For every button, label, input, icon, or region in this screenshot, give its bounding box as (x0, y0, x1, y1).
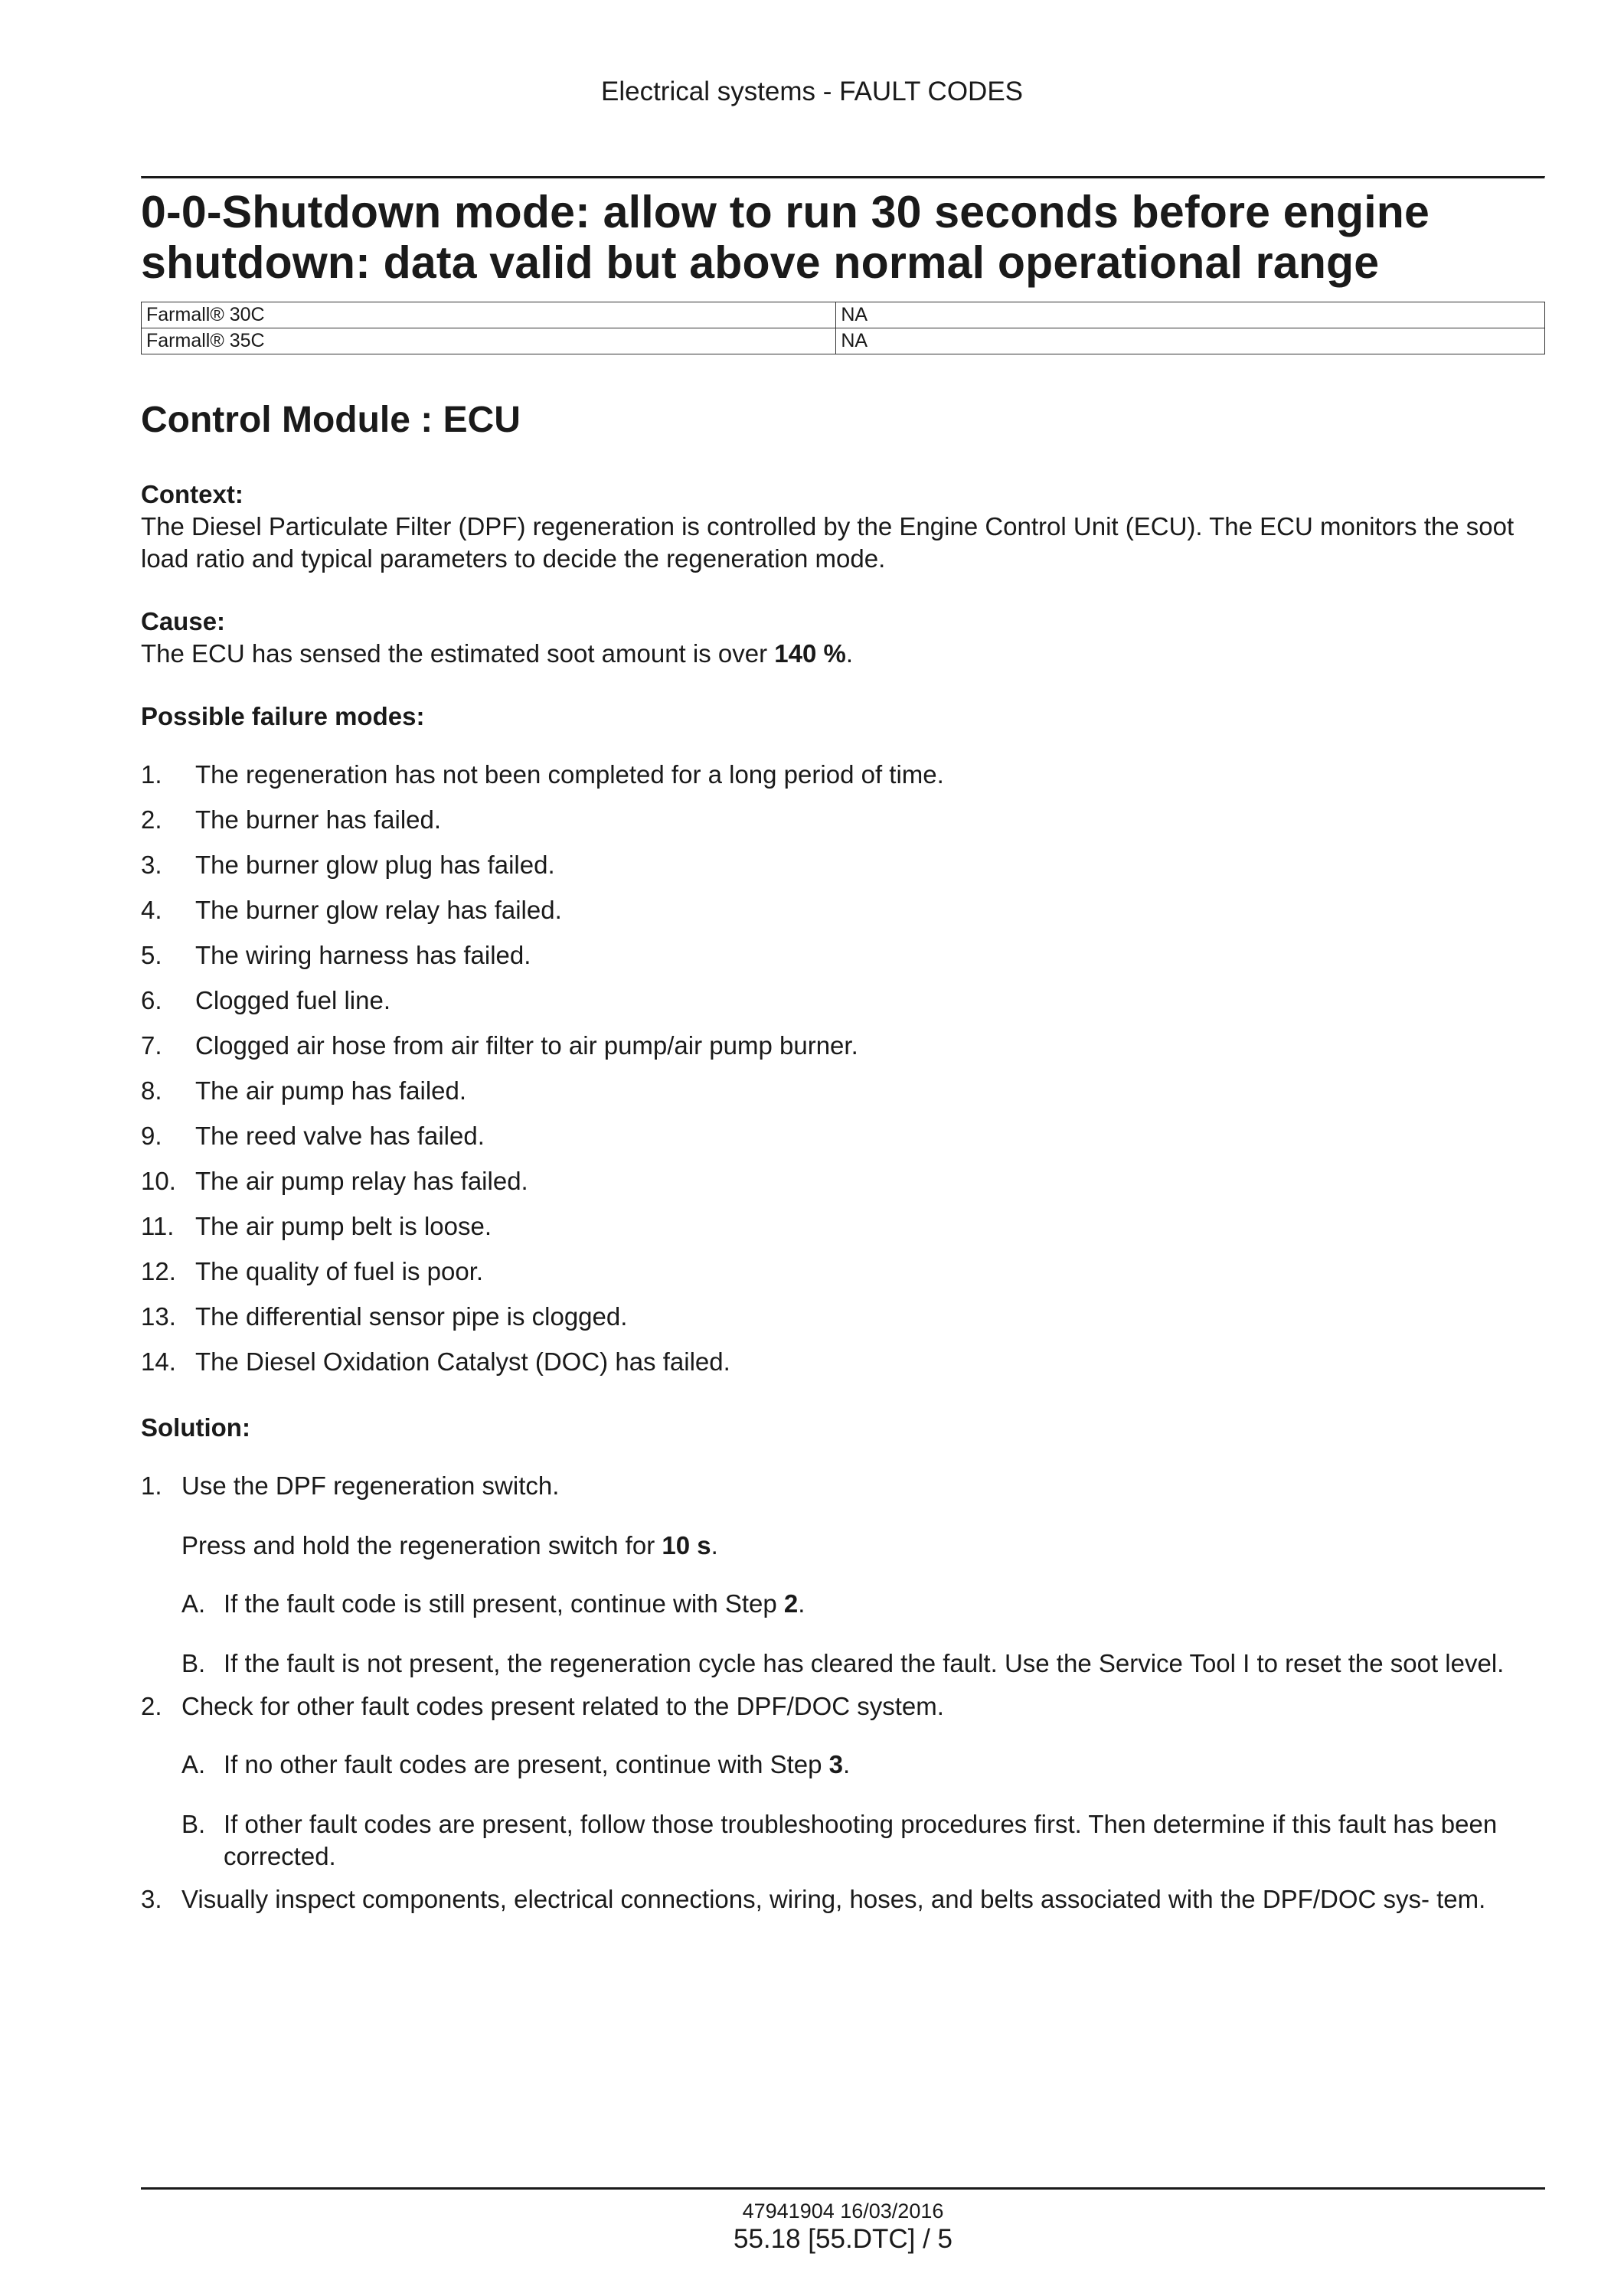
substep-letter: A. (181, 1750, 206, 1778)
list-item (141, 1210, 1545, 1243)
item-text: The quality of fuel is poor. (195, 1257, 484, 1285)
list-item (141, 1346, 1545, 1378)
item-number: 2. (141, 805, 162, 834)
table-row (142, 302, 1545, 328)
context-label: Context: (141, 480, 243, 508)
item-text: The air pump relay has failed. (195, 1167, 528, 1195)
item-text: Clogged air hose from air filter to air pump/air pump burner. (195, 1031, 858, 1060)
step-note-end: . (711, 1531, 718, 1560)
item-number: 4. (141, 896, 162, 924)
item-text: The air pump has failed. (195, 1076, 467, 1105)
item-number: 14. (141, 1347, 176, 1376)
substep-letter: A. (181, 1589, 206, 1618)
list-item (141, 1120, 1545, 1152)
hold-duration-value: 10 s (662, 1531, 711, 1560)
list-item (141, 1165, 1545, 1197)
substep-a (181, 1588, 1545, 1620)
value-cell: NA (836, 302, 1545, 328)
item-text: The air pump belt is loose. (195, 1212, 492, 1240)
context-text: The Diesel Particulate Filter (DPF) regeneration is controlled by the Engine Control Unit (ECU). The ECU monitors the soot load ratio and typical parameters to decide the regeneration mode. (141, 512, 1515, 573)
list-item (141, 939, 1545, 972)
item-number: 8. (141, 1076, 162, 1105)
step-reference: 2 (783, 1589, 799, 1618)
item-text: The differential sensor pipe is clogged. (195, 1302, 628, 1331)
list-item (141, 985, 1545, 1017)
document-reference: 47941904 16/03/2016 (742, 2200, 944, 2223)
item-text: The Diesel Oxidation Catalyst (DOC) has failed. (195, 1347, 730, 1376)
cause-text-start: The ECU has sensed the estimated soot amount is over (141, 639, 775, 668)
cause-label: Cause: (141, 607, 226, 635)
item-number: 13. (141, 1302, 176, 1331)
item-text: The regeneration has not been completed for a long period of time. (195, 760, 944, 789)
list-item (141, 804, 1545, 836)
solution-label: Solution: (141, 1413, 250, 1442)
item-number: 6. (141, 986, 162, 1014)
cause-text (141, 638, 1545, 670)
step-text: Check for other fault codes present related to the DPF/DOC system. (181, 1692, 944, 1720)
item-text: The burner glow relay has failed. (195, 896, 562, 924)
failure-modes-list (141, 759, 1545, 1378)
solution-steps (141, 1470, 1545, 1916)
item-text: Clogged fuel line. (195, 986, 391, 1014)
model-cell: Farmall® 35C (142, 328, 836, 354)
list-item (141, 849, 1545, 881)
substep-b (181, 1648, 1545, 1680)
step-reference: 3 (828, 1750, 844, 1778)
list-item (141, 1030, 1545, 1062)
item-text: The reed valve has failed. (195, 1122, 485, 1150)
list-item (141, 894, 1545, 926)
substep-text: If other fault codes are present, follow those troubleshooting procedures first. Then determine if this fault has been corrected. (224, 1810, 1498, 1870)
document-body (141, 176, 1545, 1926)
substep-text: If the fault code is still present, continue with Step (224, 1589, 784, 1618)
model-cell: Farmall® 30C (142, 302, 836, 328)
substep-a (181, 1749, 1545, 1781)
substeps (181, 1749, 1545, 1873)
substep-text-end: . (798, 1589, 805, 1618)
item-number: 1. (141, 760, 162, 789)
page-footer (141, 2187, 1545, 2255)
item-number: 12. (141, 1257, 176, 1285)
failure-modes-label: Possible failure modes: (141, 702, 425, 730)
control-module-heading: Control Module : ECU (141, 400, 521, 440)
item-number: 10. (141, 1167, 176, 1195)
step-note-text: Press and hold the regeneration switch for (181, 1531, 662, 1560)
substep-text: If no other fault codes are present, continue with Step (224, 1750, 829, 1778)
cause-text-end: . (845, 639, 854, 668)
item-number: 11. (141, 1212, 175, 1240)
item-number: 9. (141, 1122, 162, 1150)
substeps (181, 1588, 1545, 1680)
header-rule (141, 176, 1545, 179)
step-number: 2. (141, 1692, 162, 1720)
step-number: 3. (141, 1885, 162, 1913)
table-row (142, 328, 1545, 354)
substep-letter: B. (181, 1810, 206, 1838)
solution-step-1 (141, 1470, 1545, 1680)
page-number: 55.18 [55.DTC] / 5 (734, 2224, 953, 2254)
solution-step-2 (141, 1690, 1545, 1873)
list-item (141, 1301, 1545, 1333)
item-text: The wiring harness has failed. (195, 941, 531, 969)
fault-title: 0-0-Shutdown mode: allow to run 30 seconds before engine shutdown: data valid but above normal operational range (141, 187, 1430, 288)
running-header: Electrical systems - FAULT CODES (600, 77, 1024, 106)
substep-text-end: . (843, 1750, 851, 1778)
step-text: Visually inspect components, electrical connections, wiring, hoses, and belts associated with the DPF/DOC sys- tem. (181, 1885, 1486, 1913)
solution-step-3 (141, 1883, 1545, 1916)
soot-threshold-value: 140 % (774, 639, 846, 668)
step-text: Use the DPF regeneration switch. (181, 1471, 560, 1500)
list-item (141, 1256, 1545, 1288)
item-text: The burner has failed. (195, 805, 442, 834)
item-number: 5. (141, 941, 162, 969)
value-cell: NA (836, 328, 1545, 354)
list-item (141, 759, 1545, 791)
substep-text: If the fault is not present, the regeneration cycle has cleared the fault. Use the Service Tool I to reset the soot level. (224, 1649, 1505, 1677)
item-number: 7. (141, 1031, 162, 1060)
step-number: 1. (141, 1471, 162, 1500)
item-text: The burner glow plug has failed. (195, 851, 555, 879)
list-item (141, 1075, 1545, 1107)
item-number: 3. (141, 851, 162, 879)
step-note (181, 1530, 1545, 1562)
model-applicability-table (141, 302, 1545, 354)
substep-letter: B. (181, 1649, 206, 1677)
substep-b (181, 1808, 1545, 1873)
